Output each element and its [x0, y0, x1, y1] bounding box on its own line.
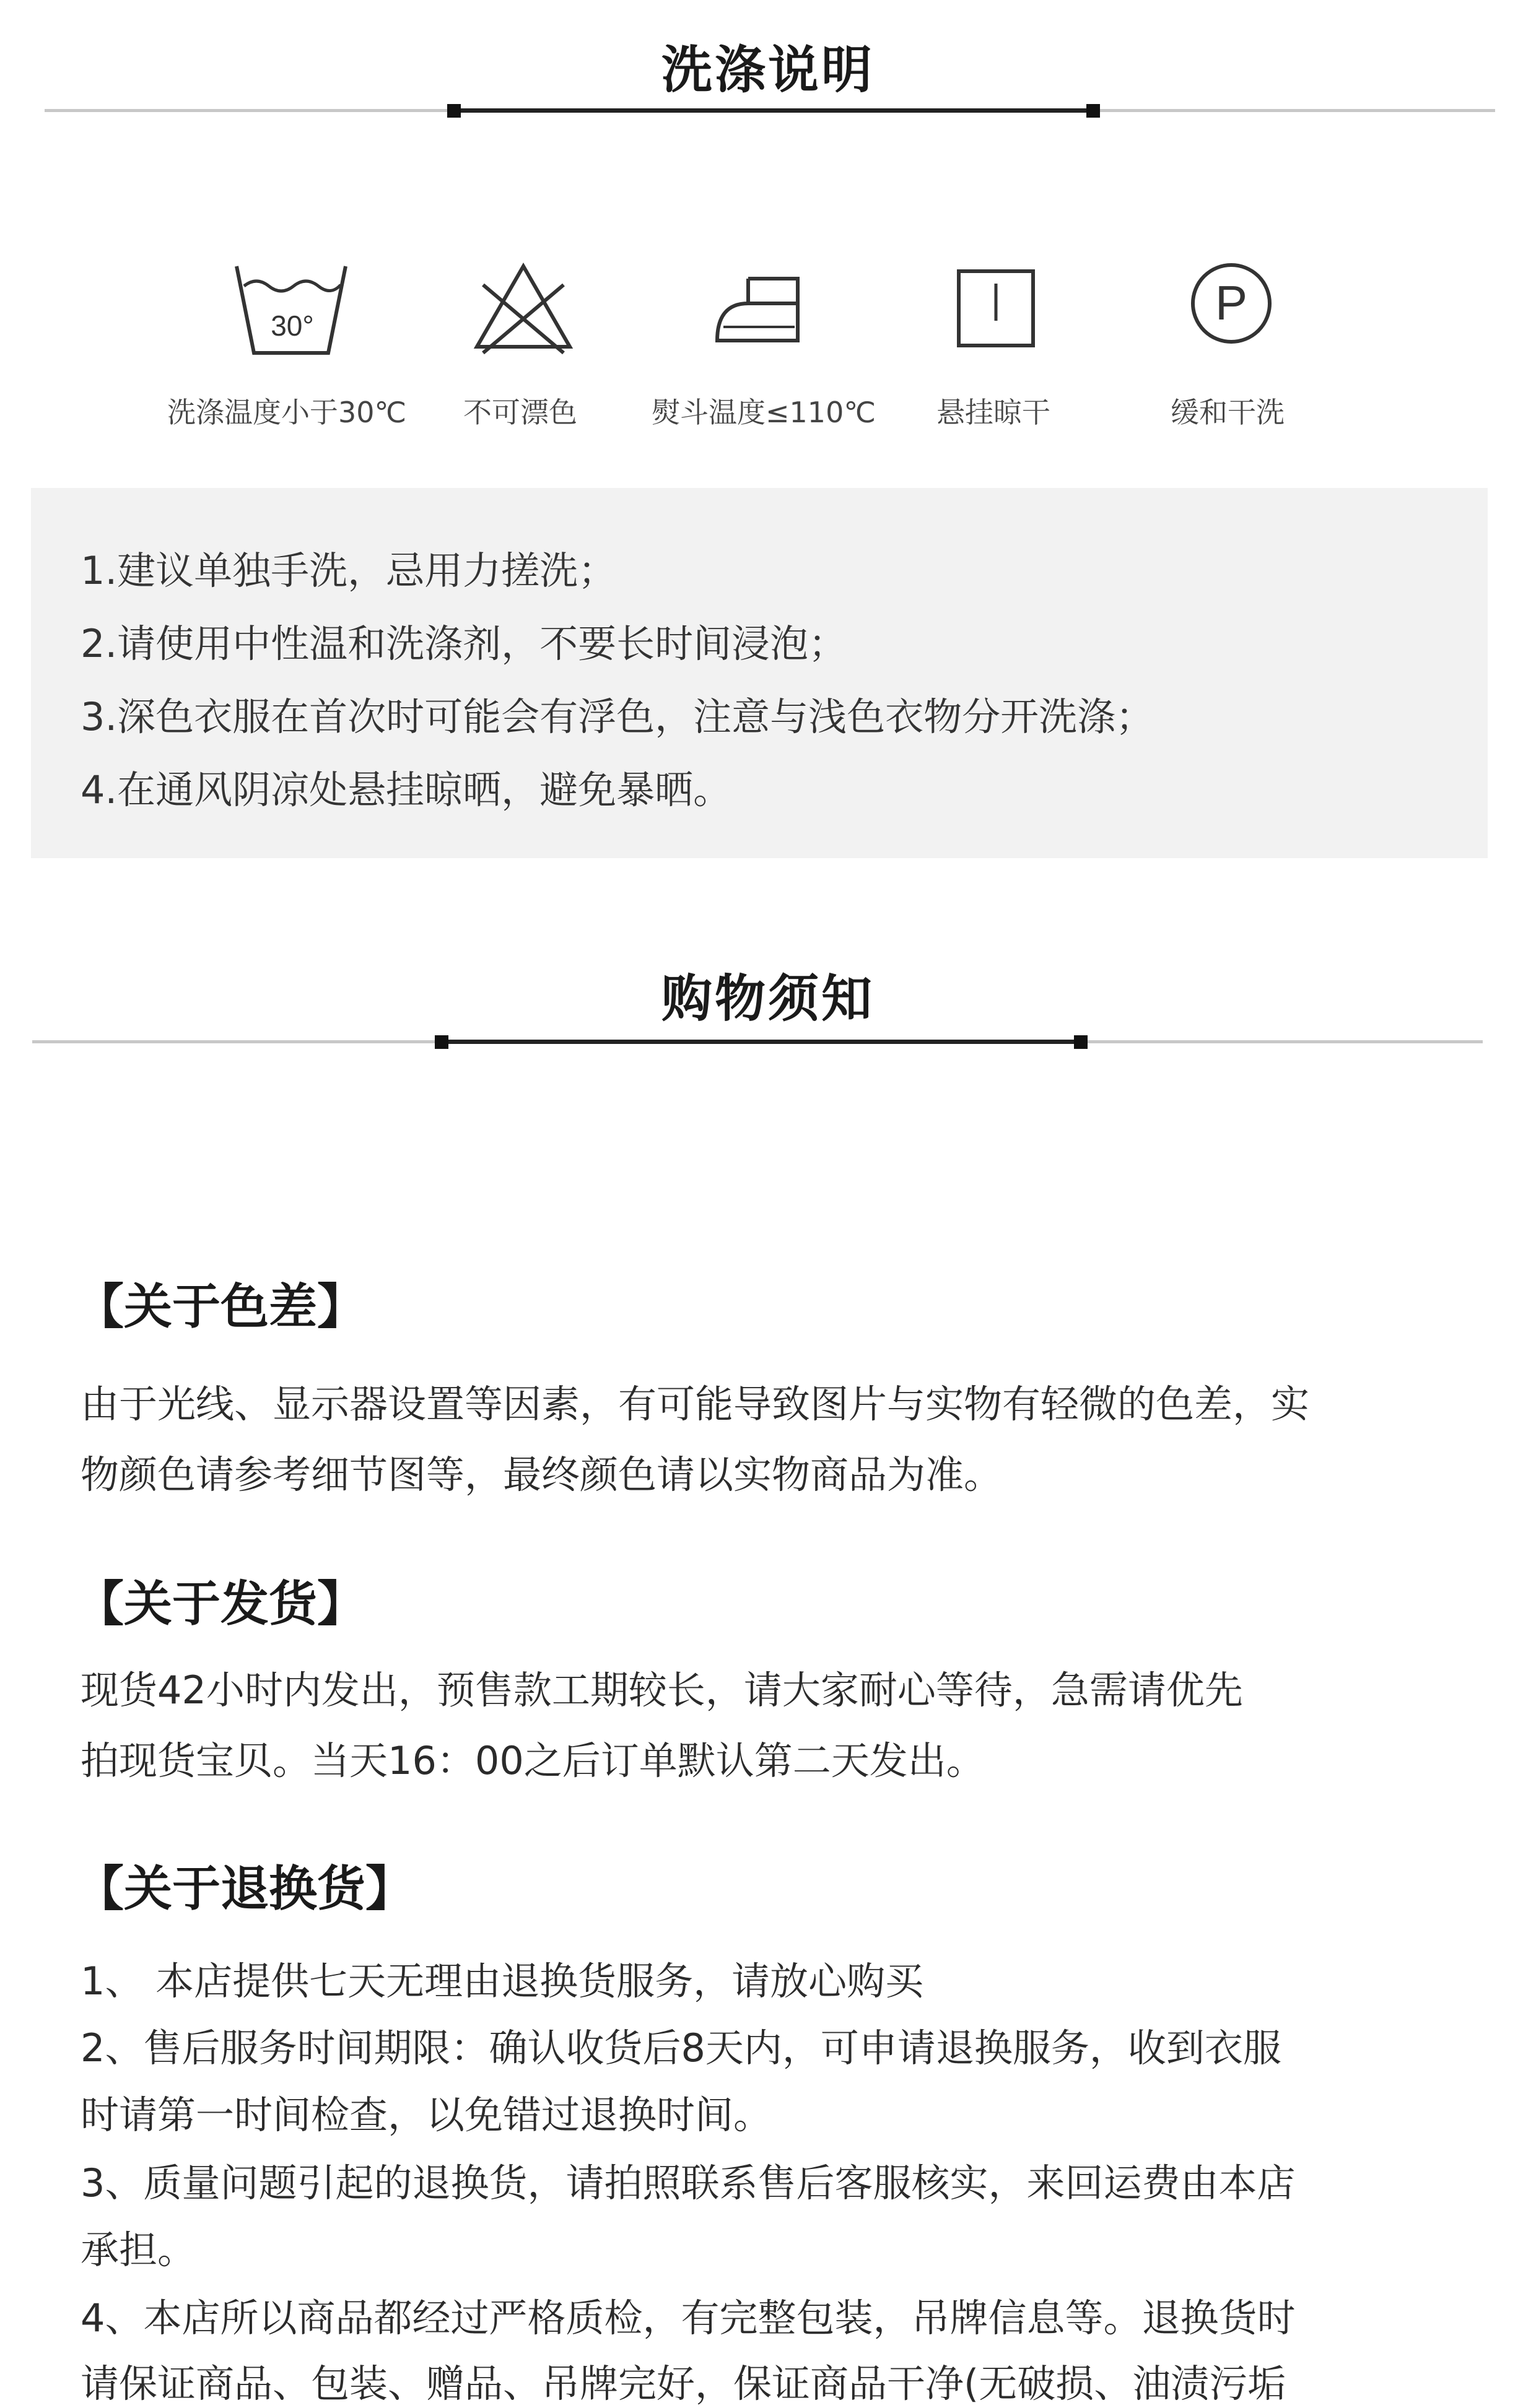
color-diff-line-1: 由于光线、显示器设置等因素，有可能导致图片与实物有轻微的色差，实 — [81, 1381, 1310, 1427]
shopping-section-title: 购物须知 — [661, 970, 875, 1028]
wash-section-title: 洗涤说明 — [661, 41, 875, 100]
returns-line-6: 4、本店所以商品都经过严格质检，有完整包装，吊牌信息等。退换货时 — [81, 2295, 1296, 2341]
hang-dry-icon — [953, 260, 1039, 359]
wash-title-rule-left — [45, 109, 453, 112]
shopping-title-rule-center — [441, 1040, 1080, 1044]
wash-title-rule-dot-right — [1086, 104, 1100, 118]
color-diff-heading: 【关于色差】 — [76, 1279, 366, 1335]
wash-instruction-2: 2.请使用中性温和洗涤剂，不要长时间浸泡； — [81, 621, 847, 666]
wash-instruction-4: 4.在通风阴凉处悬挂晾晒，避免暴晒。 — [81, 767, 732, 812]
wash-instruction-1: 1.建议单独手洗，忌用力搓洗； — [81, 548, 617, 593]
shipping-heading: 【关于发货】 — [76, 1576, 366, 1632]
returns-line-1: 1、 本店提供七天无理由退换货服务，请放心购买 — [81, 1958, 924, 2004]
returns-line-5: 承担。 — [81, 2227, 196, 2272]
gentle-wash-icon — [1182, 260, 1281, 359]
no-bleach-icon — [471, 260, 576, 359]
wash-30-icon — [229, 260, 353, 359]
shopping-title-rule-left — [32, 1040, 441, 1043]
wash-title-rule-dot-left — [447, 104, 461, 118]
wash-title-rule-center — [453, 108, 1093, 113]
shopping-title-rule-right — [1080, 1040, 1483, 1043]
wash-30-icon-label: 30° — [271, 310, 314, 342]
care-label-gentle-wash: 缓和干洗 — [1171, 396, 1285, 429]
shopping-title-rule-dot-right — [1074, 1035, 1088, 1049]
gentle-wash-icon-symbol: P — [1215, 276, 1248, 330]
shipping-line-1: 现货42小时内发出，预售款工期较长，请大家耐心等待，急需请优先 — [81, 1667, 1243, 1713]
care-label-wash-temp: 洗涤温度小于30℃ — [167, 396, 407, 429]
returns-line-2: 2、售后服务时间期限：确认收货后8天内，可申请退换服务，收到衣服 — [81, 2025, 1281, 2071]
returns-line-4: 3、质量问题引起的退换货，请拍照联系售后客服核实，来回运费由本店 — [81, 2160, 1296, 2206]
color-diff-line-2: 物颜色请参考细节图等，最终颜色请以实物商品为准。 — [81, 1452, 1003, 1497]
wash-instruction-3: 3.深色衣服在首次时可能会有浮色，注意与浅色衣物分开洗涤； — [81, 694, 1154, 739]
wash-title-rule-right — [1093, 109, 1495, 112]
shipping-line-2: 拍现货宝贝。当天16：00之后订单默认第二天发出。 — [81, 1738, 985, 1783]
care-label-no-bleach: 不可漂色 — [463, 396, 577, 429]
shopping-title-rule-dot-left — [435, 1035, 448, 1049]
returns-heading: 【关于退换货】 — [76, 1861, 414, 1917]
care-label-hang-dry: 悬挂晾干 — [936, 396, 1050, 429]
returns-line-3: 时请第一时间检查，以免错过退换时间。 — [81, 2092, 772, 2137]
iron-icon — [711, 260, 810, 359]
returns-line-7: 请保证商品、包装、赠品、吊牌完好，保证商品干净(无破损、油渍污垢 — [81, 2361, 1286, 2406]
care-label-iron-temp: 熨斗温度≤110℃ — [652, 396, 876, 429]
